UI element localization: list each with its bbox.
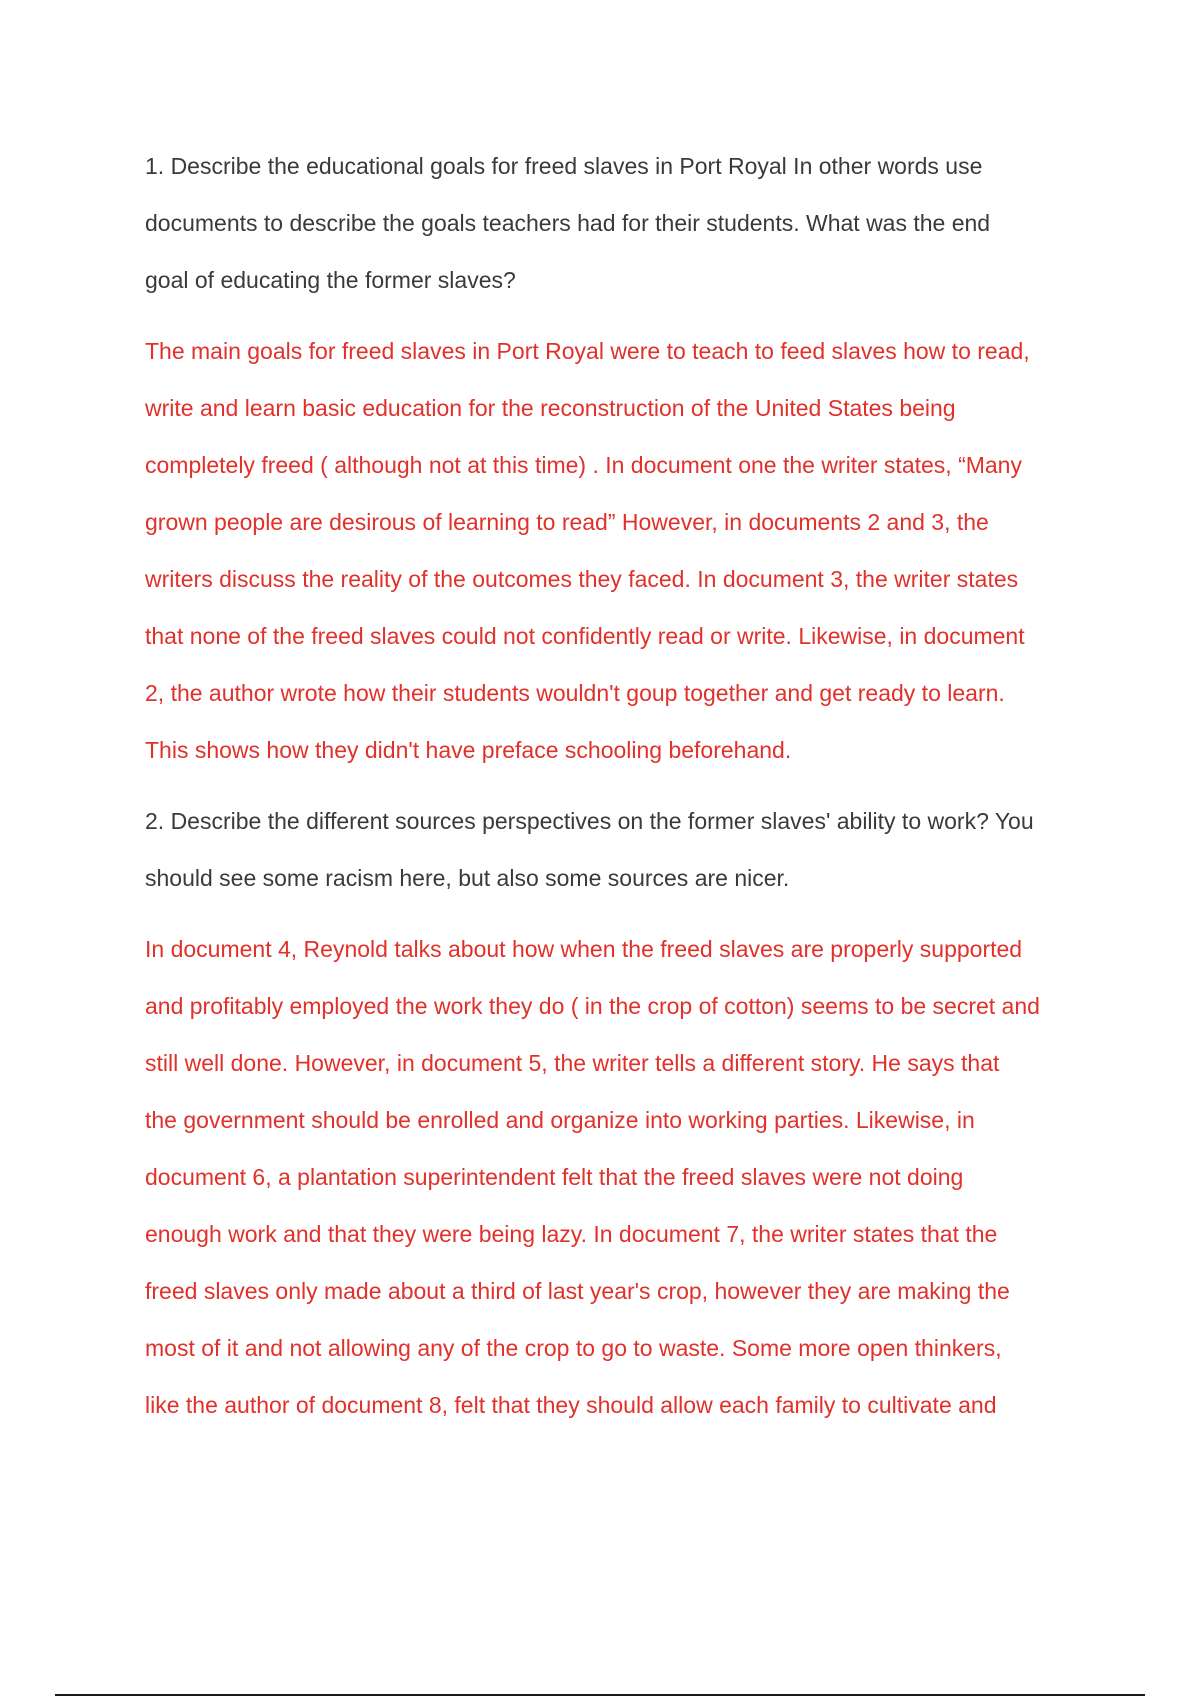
question-1 (145, 138, 1105, 309)
answer-2-line: In document 4, Reynold talks about how when the freed slaves are properly supported (145, 936, 1023, 962)
answer-1-line: 2, the author wrote how their students wouldn't goup together and get ready to learn. (145, 680, 1005, 706)
answer-2-line: enough work and that they were being lazy. In document 7, the writer states that the (145, 1221, 998, 1247)
answer-1-line: that none of the freed slaves could not confidently read or write. Likewise, in document (145, 623, 1025, 649)
answer-2-line: still well done. However, in document 5, the writer tells a different story. He says that (145, 1050, 1000, 1076)
question-2 (145, 793, 1105, 907)
question-1-line: documents to describe the goals teachers had for their students. What was the end (145, 210, 991, 236)
question-1-line: goal of educating the former slaves? (145, 267, 516, 293)
page-bottom-divider (55, 1694, 1145, 1696)
answer-1-line: The main goals for freed slaves in Port Royal were to teach to feed slaves how to read, (145, 338, 1030, 364)
document-body (145, 138, 1105, 1448)
answer-2 (145, 921, 1105, 1434)
answer-1-line: grown people are desirous of learning to read” However, in documents 2 and 3, the (145, 509, 989, 535)
answer-2-line: like the author of document 8, felt that they should allow each family to cultivate and (145, 1392, 997, 1418)
answer-2-line: freed slaves only made about a third of last year's crop, however they are making the (145, 1278, 1010, 1304)
answer-1-line: This shows how they didn't have preface schooling beforehand. (145, 737, 792, 763)
answer-2-line: and profitably employed the work they do ( in the crop of cotton) seems to be secret and (145, 993, 1040, 1019)
question-2-line: 2. Describe the different sources perspectives on the former slaves' ability to work? You (145, 808, 1034, 834)
answer-1-line: writers discuss the reality of the outcomes they faced. In document 3, the writer states (145, 566, 1019, 592)
answer-2-line: most of it and not allowing any of the crop to go to waste. Some more open thinkers, (145, 1335, 1002, 1361)
answer-1 (145, 323, 1105, 779)
answer-2-line: the government should be enrolled and organize into working parties. Likewise, in (145, 1107, 975, 1133)
answer-1-line: completely freed ( although not at this time) . In document one the writer states, “Many (145, 452, 1022, 478)
answer-2-line: document 6, a plantation superintendent felt that the freed slaves were not doing (145, 1164, 964, 1190)
question-2-line: should see some racism here, but also some sources are nicer. (145, 865, 790, 891)
question-1-line: 1. Describe the educational goals for freed slaves in Port Royal In other words use (145, 153, 983, 179)
answer-1-line: write and learn basic education for the reconstruction of the United States being (145, 395, 956, 421)
